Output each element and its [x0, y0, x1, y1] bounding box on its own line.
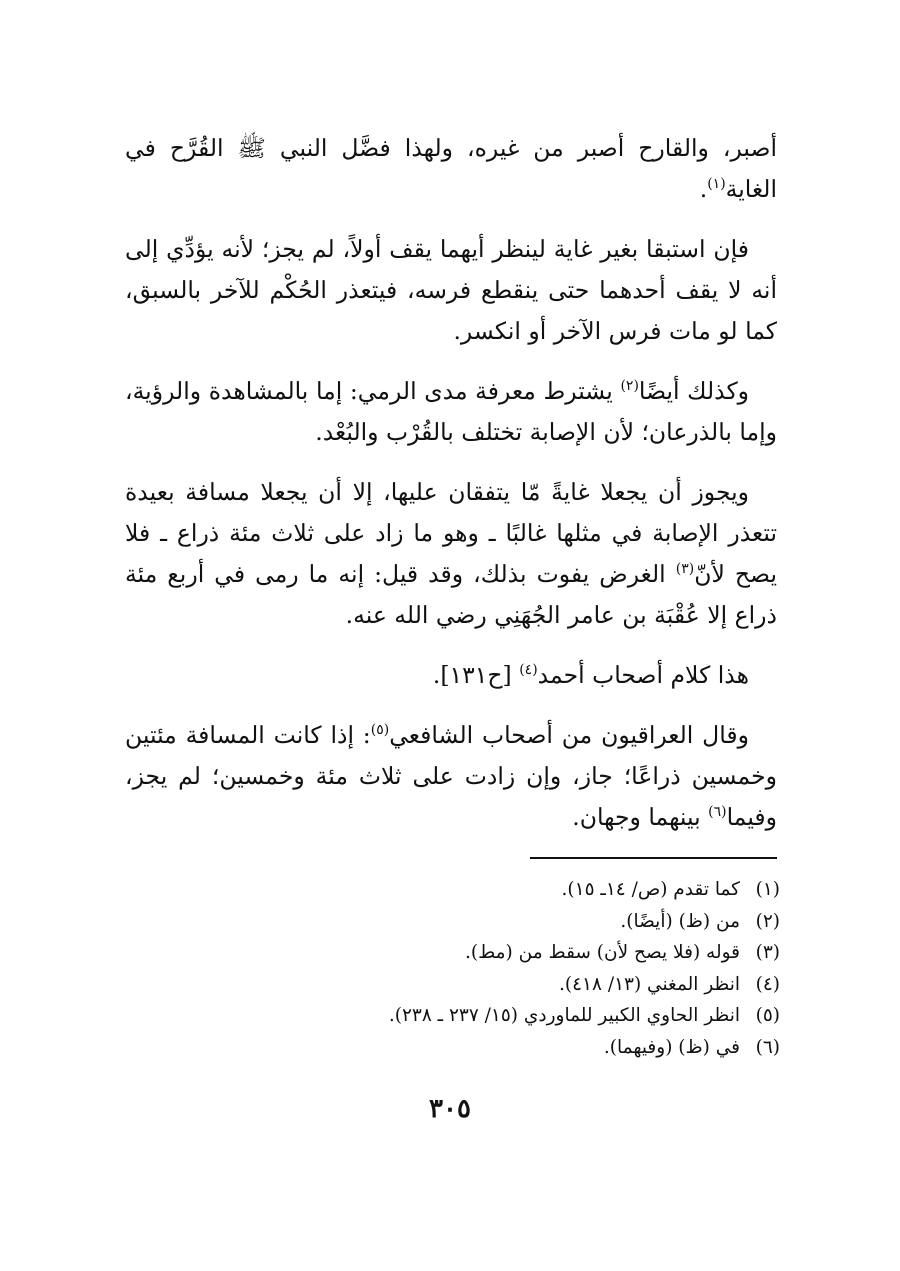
footnote-number: (٦): [755, 1036, 780, 1058]
footnote-text: انظر المغني (١٣/ ٤١٨).: [559, 973, 740, 995]
main-text: [125, 128, 777, 838]
text-segment: بينهما وجهان.: [572, 803, 709, 831]
footnote-ref: (٦): [708, 804, 727, 821]
footnote-ref: (٣): [675, 561, 695, 578]
paragraph-6: [125, 715, 777, 838]
text-segment: الغرض يفوت بذلك، وقد قيل: إنه ما رمى في أربع مئة ذراع إلا عُقْبَة بن عامر الجُهَنِي رضي الله عنه.: [125, 560, 777, 629]
footnote-item: [200, 906, 780, 938]
footnote-separator: [530, 857, 777, 859]
footnote-item: [200, 874, 780, 906]
footnote-number: (٣): [755, 942, 780, 963]
footnote-ref: (٢): [620, 378, 639, 395]
footnote-item: [200, 937, 780, 969]
text-segment: يشترط معرفة مدى الرمي: إما بالمشاهدة والرؤية، وإما بالذرعان؛ لأن الإصابة تختلف بالقُرْب والبُعْد.: [125, 377, 777, 446]
footnote-text: كما تقدم (ص/ ١٤ـ ١٥).: [561, 879, 740, 900]
text-segment: هذا كلام أصحاب أحمد: [537, 661, 749, 689]
text-segment: وكذلك أيضًا: [638, 377, 749, 405]
footnote-text: انظر الحاوي الكبير للماوردي (١٥/ ٢٣٧ ـ ٢٣٨).: [388, 1005, 740, 1026]
footnote-ref: (٤): [519, 662, 538, 679]
footnote-item: [200, 1000, 780, 1032]
footnotes: [200, 874, 780, 1063]
paragraph-3: [125, 371, 777, 453]
footnote-number: (٥): [755, 1005, 780, 1026]
footnote-item: [200, 969, 780, 1001]
footnote-ref: (٥): [370, 722, 390, 739]
paragraph-5: [125, 655, 777, 696]
text-segment: [ح١٣١].: [432, 661, 520, 689]
paragraph-2: [125, 229, 777, 352]
text-segment: : إذا كانت المسافة مئتين وخمسين ذراعًا؛ جاز، وإن زادت على ثلاث مئة وخمسين؛ لم يجز، وفيما: [125, 721, 777, 831]
text-segment: .: [699, 175, 708, 203]
page-number: ٣٠٥: [429, 1094, 471, 1124]
footnote-number: (١): [755, 879, 780, 900]
paragraph-4: [125, 472, 777, 636]
footnote-item: [200, 1032, 780, 1064]
footnote-text: في (ظ) (وفيهما).: [603, 1036, 740, 1058]
text-segment: أصبر، والقارح أصبر من غيره، ولهذا فضَّل النبي ﷺ القُرَّح في الغاية: [125, 134, 777, 203]
footnote-text: من (ظ) (أيضًا).: [620, 910, 740, 932]
paragraph-1: [125, 128, 777, 210]
text-segment: وقال العراقيون من أصحاب الشافعي: [389, 721, 749, 749]
text-segment: ويجوز أن يجعلا غايةً مّا يتفقان عليها، إلا أن يجعلا مسافة بعيدة تتعذر الإصابة في مثلها غالبًا ـ وهو ما زاد على ثلاث مئة ذراع ـ فلا يصح لأنّ: [125, 478, 777, 588]
footnote-number: (٤): [755, 973, 780, 995]
footnote-text: قوله (فلا يصح لأن) سقط من (مط).: [464, 942, 740, 963]
text-segment: فإن استبقا بغير غاية لينظر أيهما يقف أولاً، لم يجز؛ لأنه يؤدِّي إلى أنه لا يقف أحدهما حتى ينقطع فرسه، فيتعذر الحُكْم للآخر بالسبق، كما لو مات فرس الآخر أو انكسر.: [125, 235, 777, 345]
footnote-number: (٢): [755, 910, 780, 932]
footnote-ref: (١): [707, 176, 726, 193]
